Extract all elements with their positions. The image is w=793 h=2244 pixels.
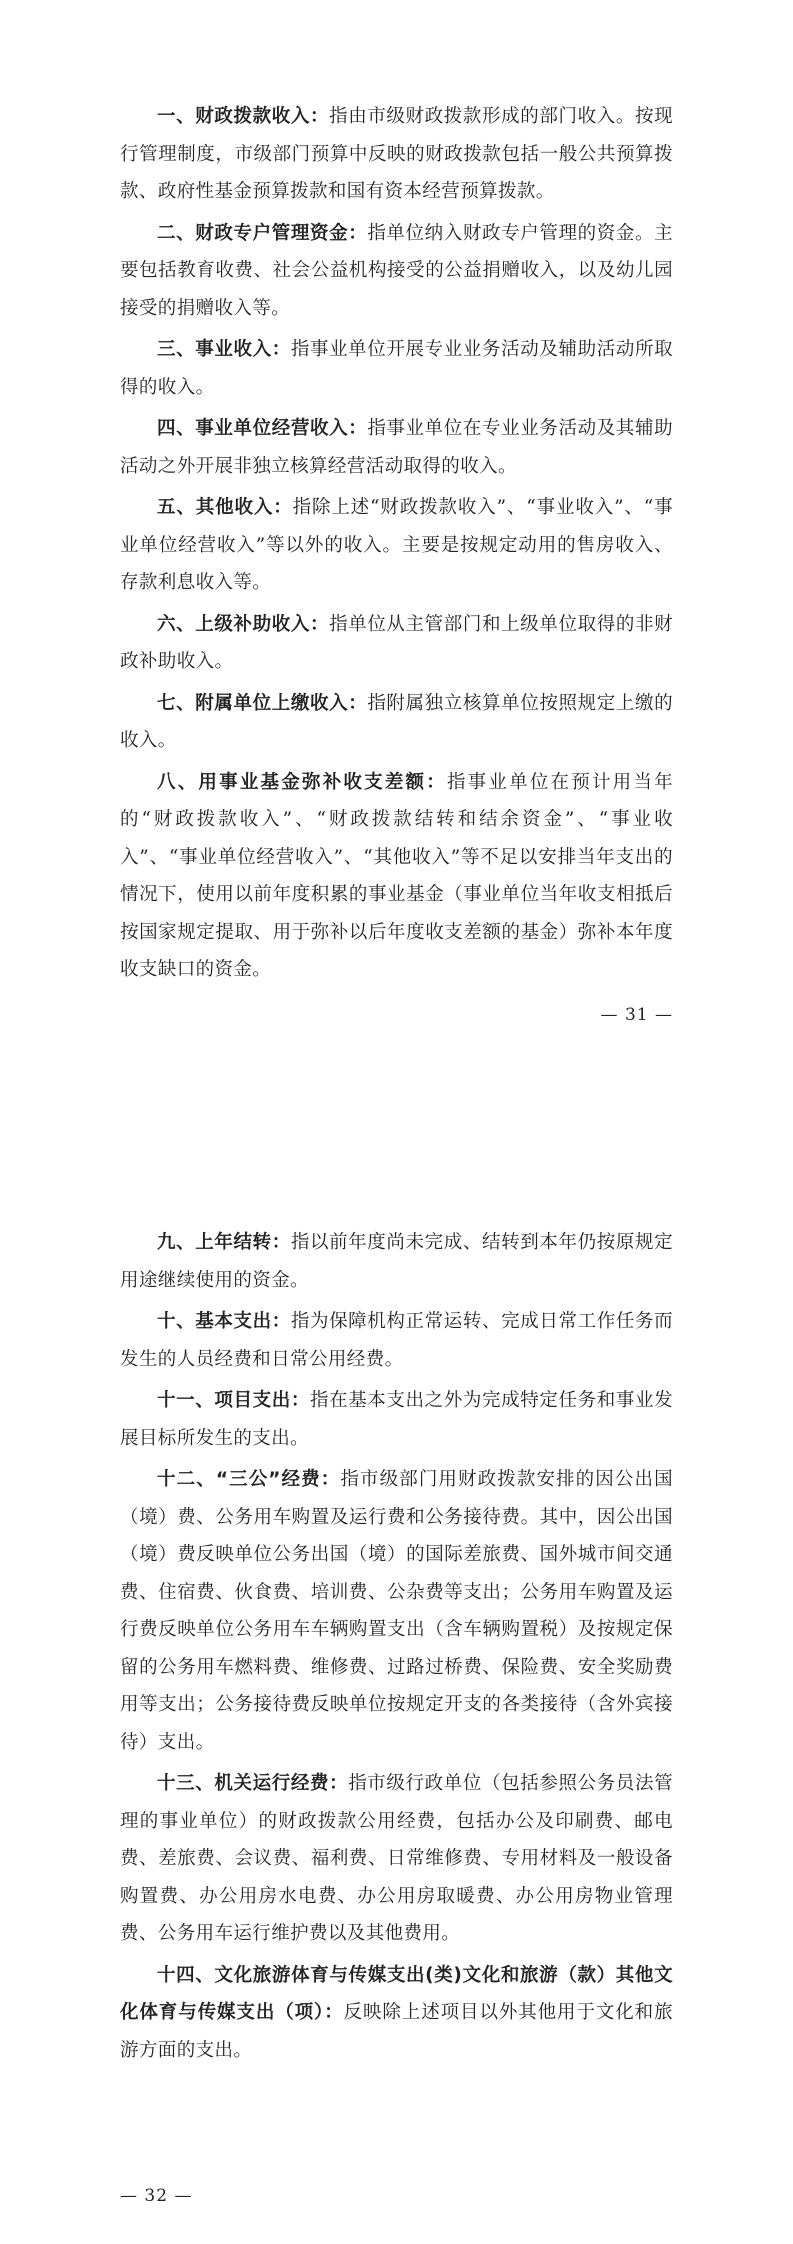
page-31-content	[120, 98, 673, 993]
page-32	[0, 1122, 793, 2244]
term-heading: 七、附属单位上缴收入：	[157, 692, 368, 714]
paragraph-operating-income	[120, 410, 673, 485]
paragraph-special-account-funds	[120, 215, 673, 328]
term-heading: 五、其他收入：	[157, 497, 293, 518]
paragraph-business-fund-offset	[120, 764, 673, 989]
paragraph-other-income	[120, 489, 673, 602]
term-heading: 九、上年结转：	[157, 1232, 291, 1253]
term-definition: 指由市级财政拨款形成的部门收入。按现行管理制度，市级部门预算中反映的财政拨款包括一般公共预算拨款、政府性基金预算拨款和国有资本经营预算拨款。	[120, 106, 673, 202]
paragraph-agency-operating-expenses	[120, 1765, 673, 1953]
paragraph-prior-year-carryover	[120, 1224, 673, 1299]
term-heading: 十、基本支出：	[157, 1311, 291, 1332]
page-32-content	[120, 1224, 673, 2073]
term-heading: 十四、文化旅游体育与传媒支出(类)文化和旅游（款）其他文化体育与传媒支出（项）：	[120, 1964, 673, 2023]
term-definition: 指除上述“财政拨款收入”、“事业收入”、“事业单位经营收入”等以外的收入。主要是按规定动用的售房收入、存款利息收入等。	[120, 497, 673, 593]
term-definition: 指在基本支出之外为完成特定任务和事业发展目标所发生的支出。	[120, 1390, 673, 1449]
term-definition: 指附属独立核算单位按照规定上缴的收入。	[120, 692, 673, 751]
paragraph-culture-tourism-expenditure	[120, 1957, 673, 2070]
term-heading: 八、用事业基金弥补收支差额：	[157, 771, 447, 793]
term-definition: 指市级部门用财政拨款安排的因公出国（境）费、公务用车购置及运行费和公务接待费。其中，因公出国（境）费反映单位公务出国（境）的国际差旅费、国外城市间交通费、住宿费、伙食费、培训费、公杂费等支出；公务用车购置及运行费反映单位公务用车车辆购置支出（含车辆购置税）及按规定保留的公务用车燃料费、维修费、过路过桥费、保险费、安全奖励费用等支出；公务接待费反映单位按规定开支的各类接待（含外宾接待）支出。	[120, 1469, 673, 1753]
paragraph-affiliated-unit-income	[120, 685, 673, 760]
term-definition: 指事业单位在专业业务活动及其辅助活动之外开展非独立核算经营活动取得的收入。	[120, 418, 673, 477]
term-heading: 十二、“三公”经费：	[157, 1469, 341, 1490]
term-definition: 指为保障机构正常运转、完成日常工作任务而发生的人员经费和日常公用经费。	[120, 1311, 673, 1370]
page-number: — 31 —	[600, 1005, 673, 1025]
paragraph-basic-expenditure	[120, 1303, 673, 1378]
term-definition: 反映除上述项目以外其他用于文化和旅游方面的支出。	[120, 2002, 673, 2061]
term-definition: 指单位纳入财政专户管理的资金。主要包括教育收费、社会公益机构接受的公益捐赠收入，以及幼儿园接受的捐赠收入等。	[120, 222, 673, 319]
term-heading: 二、财政专户管理资金：	[157, 222, 368, 244]
term-heading: 一、财政拨款收入：	[157, 106, 330, 127]
page-number: — 32 —	[120, 2186, 193, 2206]
paragraph-superior-subsidy-income	[120, 606, 673, 681]
paragraph-fiscal-appropriation-income	[120, 98, 673, 211]
term-definition: 指单位从主管部门和上级单位取得的非财政补助收入。	[120, 613, 673, 672]
term-definition: 指事业单位在预计用当年的“财政拨款收入”、“财政拨款结转和结余资金”、“事业收入”、“事业单位经营收入”、“其他收入”等不足以安排当年支出的情况下，使用以前年度积累的事业基金（事业单位当年收支相抵后按国家规定提取、用于弥补以后年度收支差额的基金）弥补本年度收支缺口的资金。	[120, 771, 673, 980]
term-heading: 四、事业单位经营收入：	[157, 418, 368, 439]
paragraph-business-income	[120, 331, 673, 406]
term-heading: 十一、项目支出：	[157, 1390, 310, 1411]
term-definition: 指以前年度尚未完成、结转到本年仍按原规定用途继续使用的资金。	[120, 1232, 673, 1291]
term-heading: 三、事业收入：	[157, 339, 291, 360]
paragraph-project-expenditure	[120, 1382, 673, 1457]
term-heading: 十三、机关运行经费：	[157, 1773, 349, 1794]
term-definition: 指市级行政单位（包括参照公务员法管理的事业单位）的财政拨款公用经费，包括办公及印刷费、邮电费、差旅费、会议费、福利费、日常维修费、专用材料及一般设备购置费、办公用房水电费、办公用房取暖费、办公用房物业管理费、公务用车运行维护费以及其他费用。	[120, 1773, 673, 1944]
paragraph-three-public-expenses	[120, 1461, 673, 1761]
term-definition: 指事业单位开展专业业务活动及辅助活动所取得的收入。	[120, 339, 673, 398]
term-heading: 六、上级补助收入：	[157, 613, 330, 635]
